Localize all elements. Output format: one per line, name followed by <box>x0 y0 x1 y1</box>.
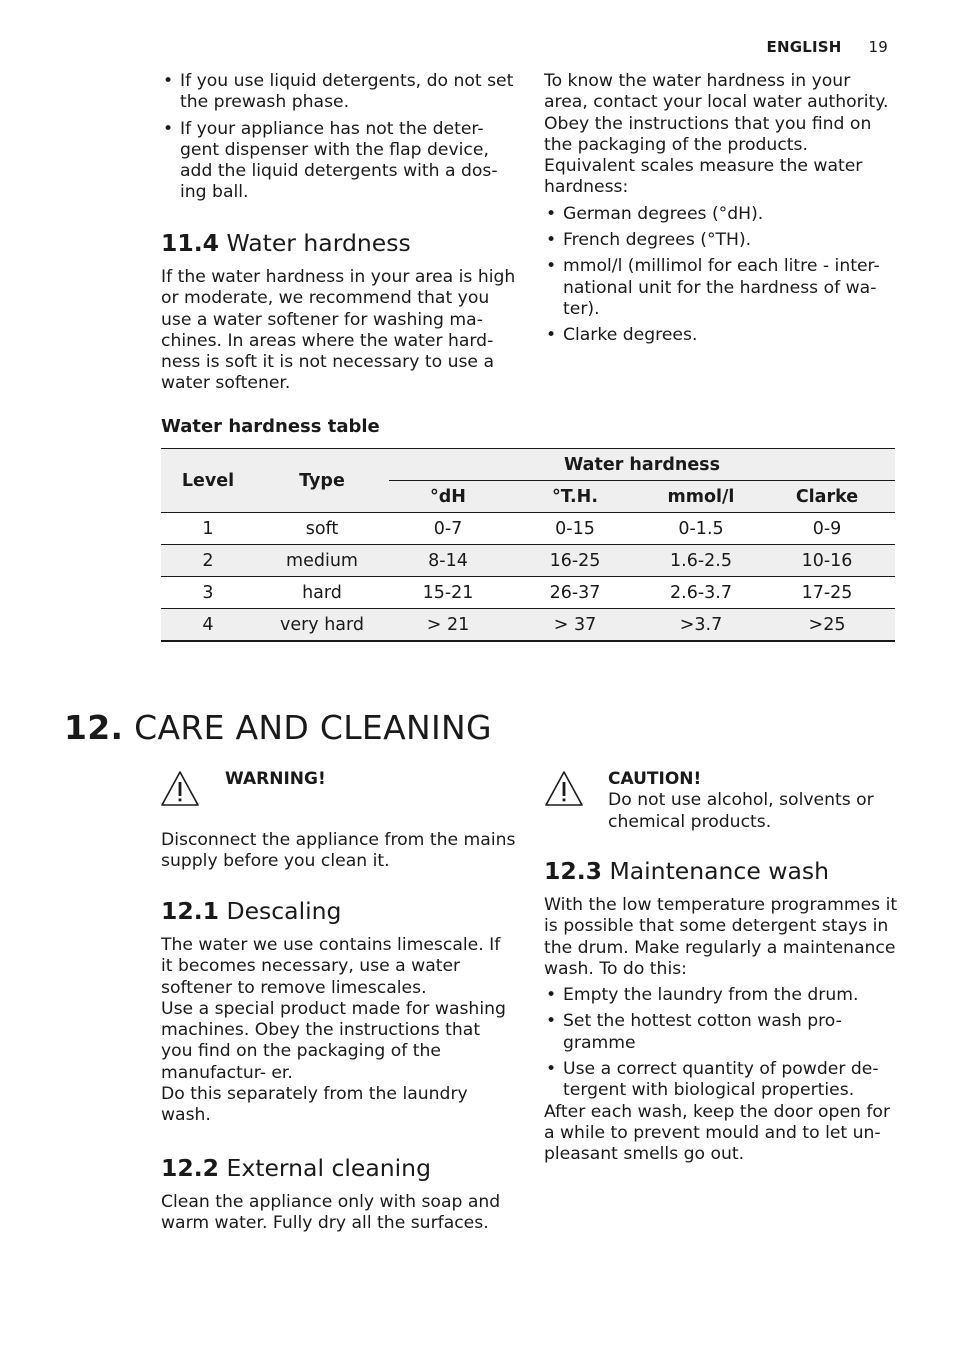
cell-mmol: 1.6-2.5 <box>643 545 759 577</box>
list-item: • Use a correct quantity of powder de- tergent with biological properties. <box>544 1059 898 1102</box>
cell-mmol: >3.7 <box>643 609 759 642</box>
page-header <box>767 38 888 56</box>
cell-th: 26-37 <box>507 577 643 609</box>
chapter-heading <box>64 708 492 747</box>
section-11-4 <box>161 229 516 395</box>
caution-icon <box>544 770 584 812</box>
warning-title: WARNING! <box>225 769 326 789</box>
cell-th: > 37 <box>507 609 643 642</box>
cell-clarke: >25 <box>759 609 895 642</box>
cell-clarke: 10-16 <box>759 545 895 577</box>
section-12-3 <box>544 857 898 1166</box>
chapter-number: 12. <box>64 708 124 747</box>
detergent-bullets <box>161 71 516 209</box>
paragraph: Obey the instructions that you find on the packaging of the products. <box>544 113 872 155</box>
cell-mmol: 2.6-3.7 <box>643 577 759 609</box>
section-number: 12.2 <box>161 1154 219 1182</box>
section-number: 12.3 <box>544 857 602 885</box>
section-body: If the water hardness in your area is high or moderate, we recommend that you use a water softener for washing ma- chines. In areas where the water hard- ness is soft it is not necessary to use a water softener. <box>161 267 516 394</box>
list-item: • Clarke degrees. <box>544 325 896 346</box>
cell-dh: > 21 <box>389 609 507 642</box>
header-unit-mmol: mmol/l <box>643 481 759 513</box>
caution-title: CAUTION! <box>608 769 702 789</box>
table-row <box>161 545 895 577</box>
header-unit-clarke: Clarke <box>759 481 895 513</box>
list-item: • German degrees (°dH). <box>544 204 896 225</box>
paragraph: Use a special product made for washing machines. Obey the instructions that you find on the packaging of the manufactur- er. <box>161 998 506 1083</box>
paragraph: To know the water hardness in your area, contact your local water authority. <box>544 71 889 113</box>
cell-clarke: 17-25 <box>759 577 895 609</box>
section-number: 12.1 <box>161 897 219 925</box>
cell-level: 1 <box>161 513 255 545</box>
header-water-hardness: Water hardness <box>389 449 895 481</box>
cell-level: 2 <box>161 545 255 577</box>
cell-clarke: 0-9 <box>759 513 895 545</box>
cell-level: 4 <box>161 609 255 642</box>
cell-type: soft <box>255 513 389 545</box>
header-unit-dh: °dH <box>389 481 507 513</box>
water-hardness-info <box>544 71 896 352</box>
list-item: • Empty the laundry from the drum. <box>544 985 898 1006</box>
caution-text <box>608 769 898 833</box>
cell-type: very hard <box>255 609 389 642</box>
table-title: Water hardness table <box>161 416 380 437</box>
paragraph: After each wash, keep the door open for a while to prevent mould and to let un- pleasant smells go out. <box>544 1101 891 1165</box>
table-row <box>161 609 895 642</box>
section-heading <box>161 897 516 925</box>
cell-type: hard <box>255 577 389 609</box>
header-level: Level <box>161 449 255 513</box>
cell-dh: 0-7 <box>389 513 507 545</box>
paragraph: With the low temperature programmes it is possible that some detergent stays in the drum. Make regularly a maintenance wash. To do this: <box>544 895 898 979</box>
cell-th: 16-25 <box>507 545 643 577</box>
section-12-1 <box>161 897 516 1127</box>
paragraph: Do this separately from the laundry wash. <box>161 1084 468 1126</box>
table-row <box>161 513 895 545</box>
paragraph: Equivalent scales measure the water hardness: <box>544 156 863 198</box>
cell-mmol: 0-1.5 <box>643 513 759 545</box>
cell-level: 3 <box>161 577 255 609</box>
section-body: Clean the appliance only with soap and warm water. Fully dry all the surfaces. <box>161 1192 501 1234</box>
cell-type: medium <box>255 545 389 577</box>
table-row <box>161 577 895 609</box>
chapter-title: CARE AND CLEANING <box>134 708 492 747</box>
section-heading <box>161 1154 516 1182</box>
section-title: External cleaning <box>226 1154 431 1182</box>
section-number: 11.4 <box>161 229 219 257</box>
list-item: • mmol/l (millimol for each litre - inter- national unit for the hardness of wa- ter). <box>544 256 896 320</box>
header-unit-th: °T.H. <box>507 481 643 513</box>
list-item: • French degrees (°TH). <box>544 230 896 251</box>
section-title: Maintenance wash <box>609 857 830 885</box>
cell-dh: 15-21 <box>389 577 507 609</box>
section-heading <box>161 229 516 257</box>
header-type: Type <box>255 449 389 513</box>
section-12-2 <box>161 1154 516 1235</box>
caution-body: Do not use alcohol, solvents or chemical products. <box>608 790 874 832</box>
list-item: • If your appliance has not the deter- gent dispenser with the flap device, add the liquid detergents with a dos- ing ball. <box>161 119 516 204</box>
cell-th: 0-15 <box>507 513 643 545</box>
list-item: • If you use liquid detergents, do not set the prewash phase. <box>161 71 516 114</box>
warning-body: Disconnect the appliance from the mains supply before you clean it. <box>161 830 516 872</box>
list-item: • Set the hottest cotton wash pro- gramme <box>544 1011 898 1054</box>
section-title: Water hardness <box>226 229 411 257</box>
paragraph: The water we use contains limescale. If it becomes necessary, use a water softener to remove limescales. <box>161 935 501 998</box>
water-hardness-table <box>161 448 895 642</box>
cell-dh: 8-14 <box>389 545 507 577</box>
section-title: Descaling <box>226 897 342 925</box>
warning-icon <box>160 770 200 812</box>
section-heading <box>544 857 898 885</box>
language-label: ENGLISH <box>766 38 842 56</box>
page-number: 19 <box>868 38 888 56</box>
